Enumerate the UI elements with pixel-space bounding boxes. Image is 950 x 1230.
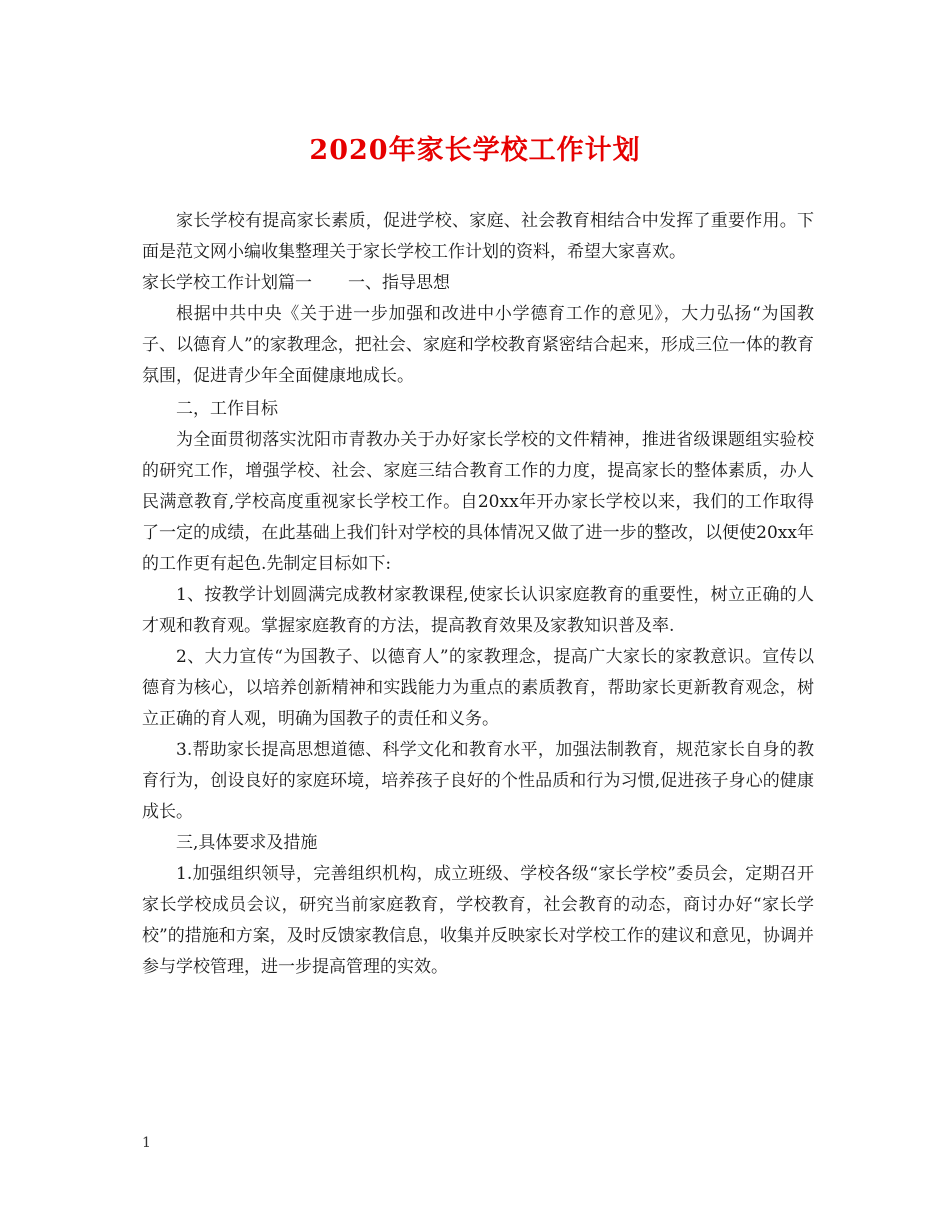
section-heading-line — [142, 268, 814, 299]
goals-paragraph: 为全面贯彻落实沈阳市青教办关于办好家长学校的文件精神，推进省级课题组实验校的研究工作，增强学校、社会、家庭三结合教育工作的力度，提高家长的整体素质，办人民满意教育,学校高度重视家长学校工作。自20xx年开办家长学校以来，我们的工作取得了一定的成绩，在此基础上我们针对学校的具体情况又做了进一步的整改，以便使20xx年的工作更有起色.先制定目标如下: — [142, 430, 814, 574]
guiding-paragraph: 根据中共中央《关于进一步加强和改进中小学德育工作的意见》，大力弘扬“为国教子、以德育人”的家教理念，把社会、家庭和学校教育紧密结合起来，形成三位一体的教育氛围，促进青少年全面健康地成长。 — [142, 304, 814, 386]
measures-heading: 三,具体要求及措施 — [176, 833, 318, 853]
section-label: 家长学校工作计划篇一 — [142, 273, 312, 293]
goal-item-3: 3.帮助家长提高思想道德、科学文化和教育水平，加强法制教育，规范家长自身的教育行为，创设良好的家庭环境，培养孩子良好的个性品质和行为习惯,促进孩子身心的健康成长。 — [142, 740, 814, 822]
document-title: 2020年家长学校工作计划 — [309, 135, 641, 166]
intro-paragraph: 家长学校有提高家长素质，促进学校、家庭、社会教育相结合中发挥了重要作用。下面是范文网小编收集整理关于家长学校工作计划的资料，希望大家喜欢。 — [142, 211, 814, 262]
document-body — [142, 206, 814, 983]
goals-heading: 二，工作目标 — [176, 399, 278, 419]
goal-item-2: 2、大力宣传“为国教子、以德育人”的家教理念，提高广大家长的家教意识。宣传以德育为核心，以培养创新精神和实践能力为重点的素质教育，帮助家长更新教育观念，树立正确的育人观，明确为国教子的责任和义务。 — [142, 647, 814, 729]
measure-item-1: 1.加强组织领导，完善组织机构，成立班级、学校各级“家长学校”委员会，定期召开家长学校成员会议，研究当前家庭教育，学校教育，社会教育的动态，商讨办好“家长学校”的措施和方案，及时反馈家教信息，收集并反映家长对学校工作的建议和意见，协调并参与学校管理，进一步提高管理的实效。 — [142, 864, 814, 977]
section-heading: 一、指导思想 — [348, 273, 450, 293]
goal-item-1: 1、按教学计划圆满完成教材家教课程,使家长认识家庭教育的重要性，树立正确的人才观和教育观。掌握家庭教育的方法，提高教育效果及家教知识普及率. — [142, 585, 814, 636]
page-number: 1 — [142, 1135, 151, 1151]
